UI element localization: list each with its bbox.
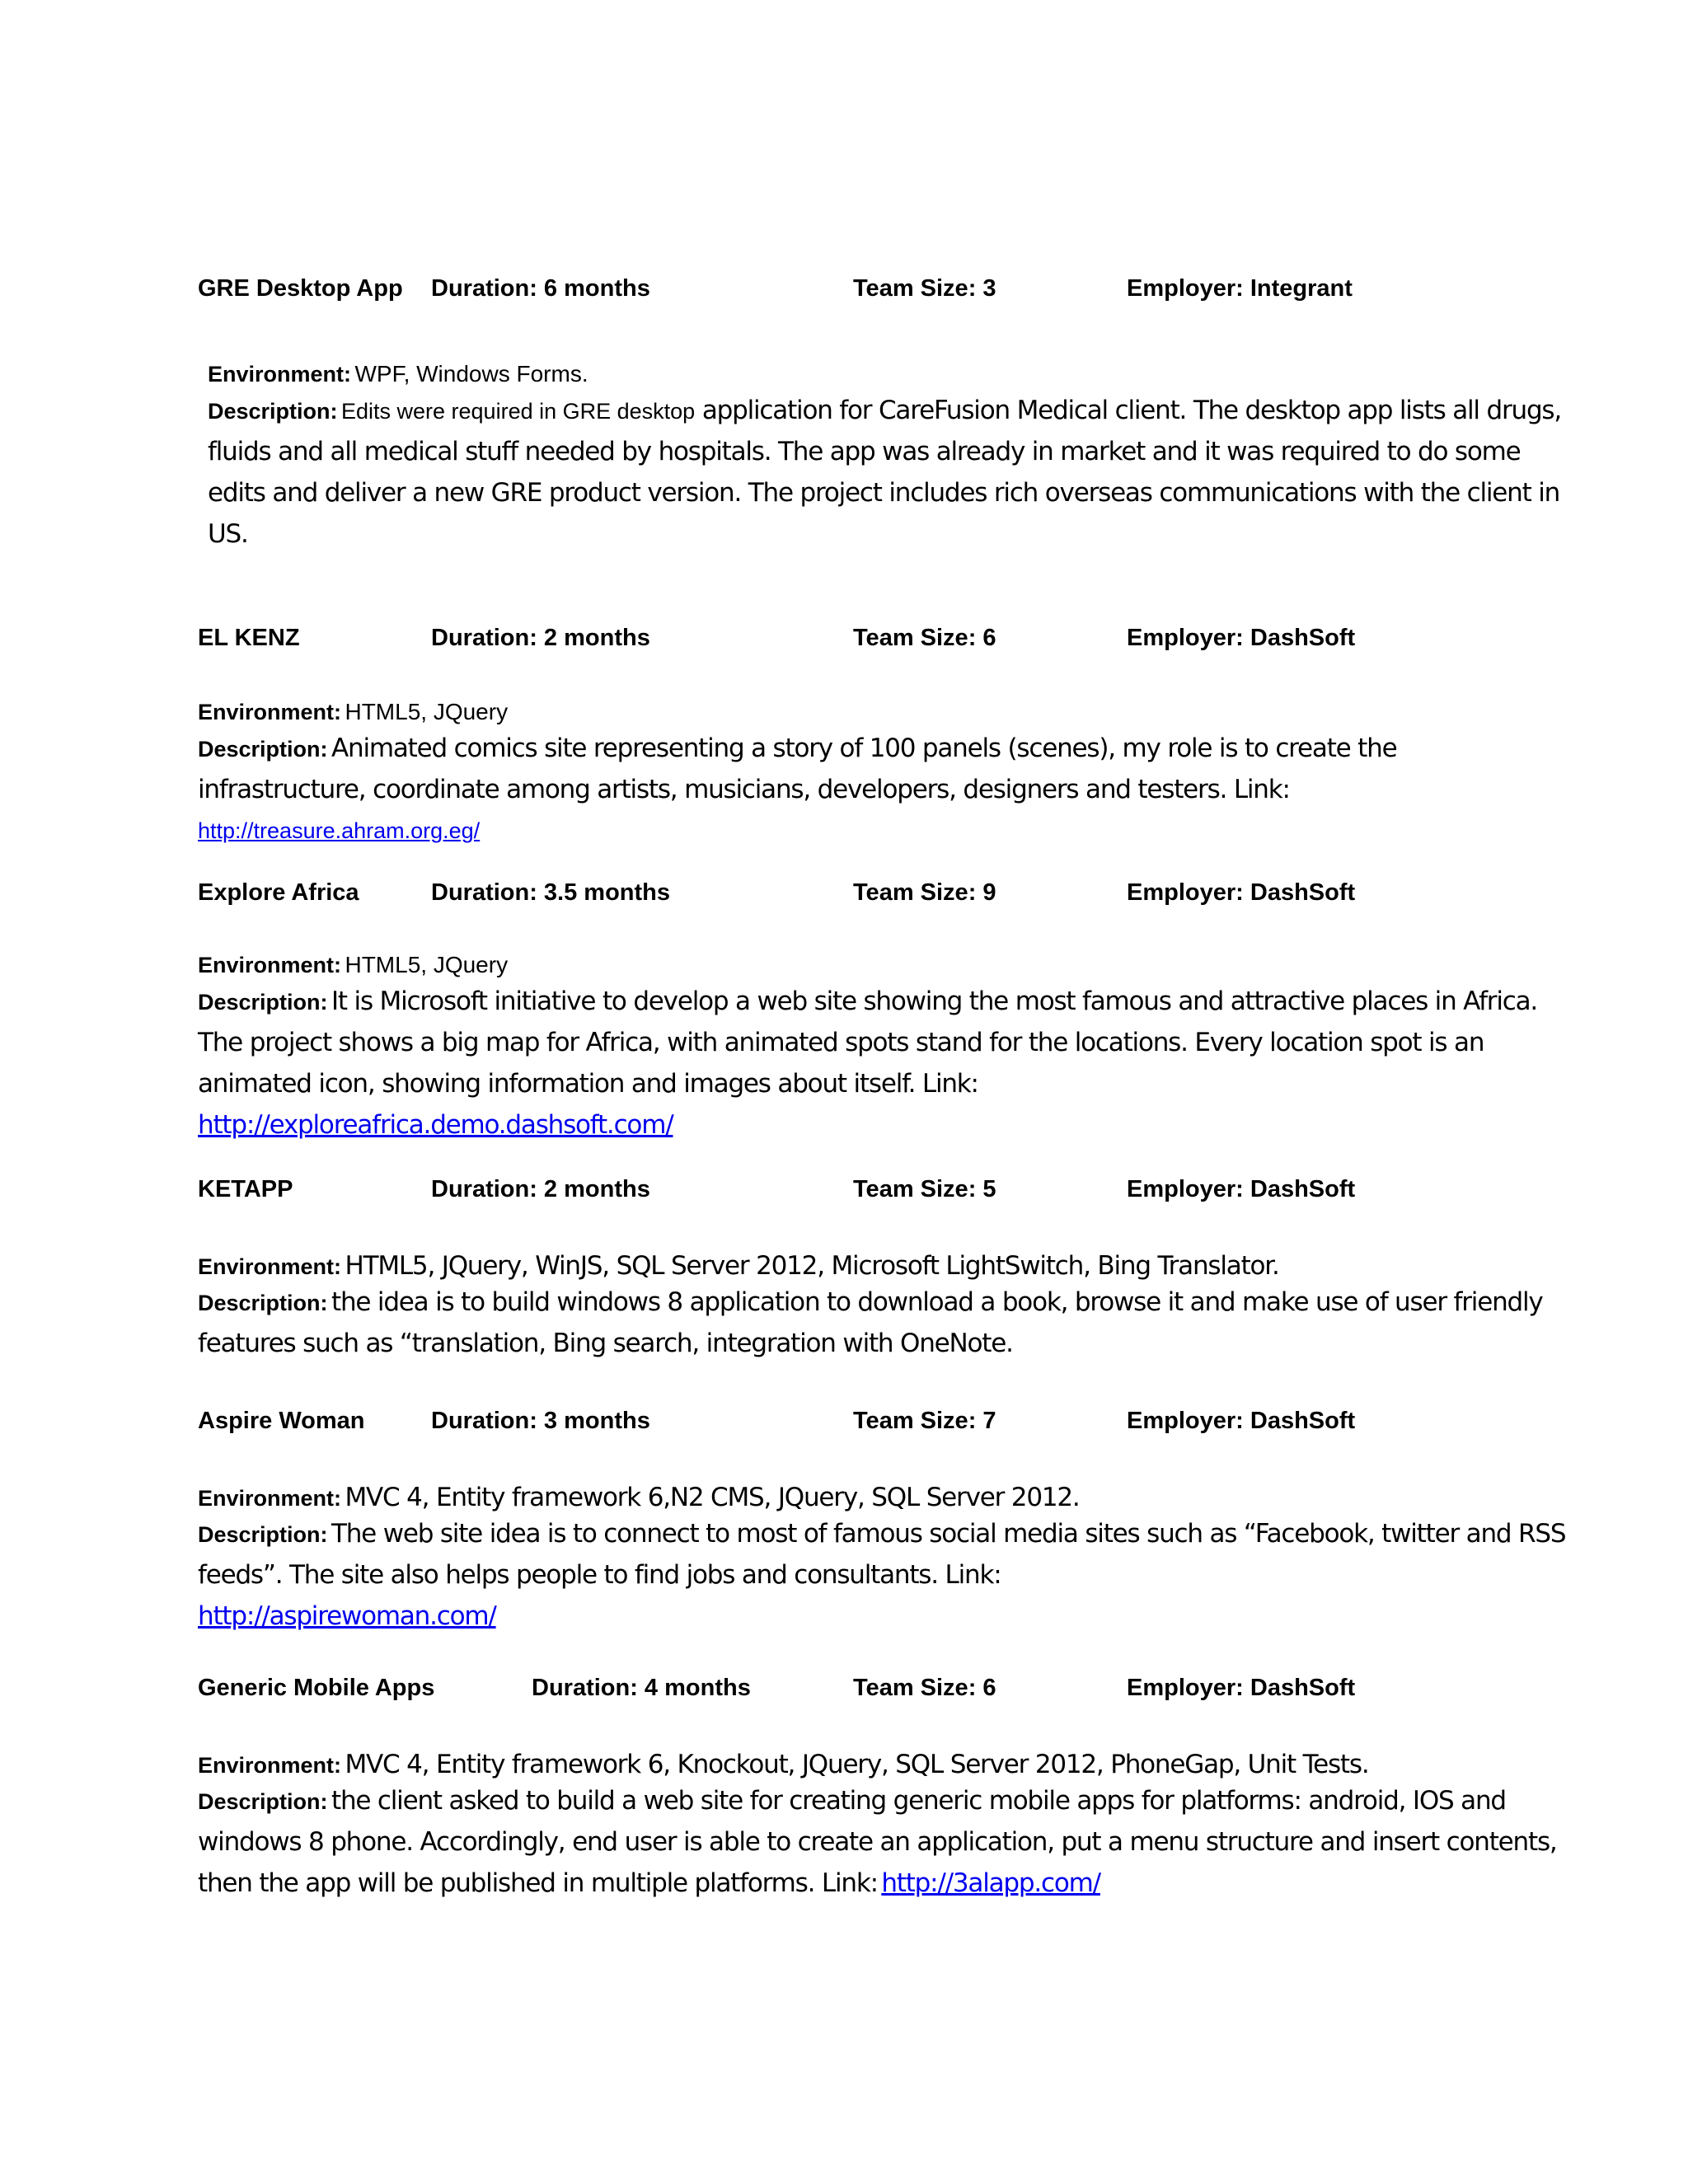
project-team-size: Team Size: 3: [853, 275, 996, 302]
environment-value: HTML5, JQuery, WinJS, SQL Server 2012, Microsoft LightSwitch, Bing Translator.: [345, 1251, 1279, 1281]
project-details-generic-mobile-apps: [198, 1746, 1566, 1906]
project-team-size: Team Size: 7: [853, 1408, 996, 1434]
description-label: Description:: [198, 1522, 328, 1547]
project-details-elkenz: [198, 694, 1566, 853]
project-name: GRE Desktop App: [198, 275, 403, 302]
project-header-ketapp: [198, 1173, 1681, 1206]
description-label: Description:: [198, 1789, 328, 1814]
description-text: application for CareFusion Medical client. The desktop app lists all drugs, fluids and all medical stuff needed by hospitals. The app was already in market and it was required to do some edits and deliver a new GRE product version. The project includes rich overseas communications with the client in US.: [208, 396, 1562, 549]
description-text: Animated comics site representing a story of 100 panels (scenes), my role is to create the infrastructure, coordinate among artists, musicians, developers, designers and testers. Link:: [198, 733, 1397, 804]
project-employer: Employer: DashSoft: [1127, 1675, 1356, 1701]
project-name: Generic Mobile Apps: [198, 1675, 435, 1701]
description-text: The web site idea is to connect to most of famous social media sites such as “Facebook, twitter and RSS feeds”. The site also helps people to find jobs and consultants. Link:: [198, 1519, 1566, 1590]
description-text: It is Microsoft initiative to develop a web site showing the most famous and attractive places in Africa. The project shows a big map for Africa, with animated spots stand for the locations. Every location spot is an animated icon, showing information and images about itself. Link:: [198, 987, 1538, 1099]
description-label: Description:: [198, 990, 328, 1015]
project-header-elkenz: [198, 621, 1681, 654]
project-link[interactable]: http://exploreafrica.demo.dashsoft.com/: [198, 1110, 673, 1140]
project-name: KETAPP: [198, 1176, 293, 1202]
project-employer: Employer: DashSoft: [1127, 879, 1356, 906]
description-label: Description:: [208, 399, 338, 424]
environment-label: Environment:: [208, 362, 352, 387]
project-team-size: Team Size: 5: [853, 1176, 996, 1202]
environment-label: Environment:: [198, 1254, 342, 1279]
project-details-ketapp: [198, 1248, 1566, 1366]
description-paragraph: [198, 1284, 1566, 1366]
environment-value: HTML5, JQuery: [345, 699, 509, 724]
project-team-size: Team Size: 6: [853, 1675, 996, 1701]
project-header-gre: [198, 272, 1681, 305]
project-header-aspire-woman: [198, 1404, 1681, 1437]
project-header-explore-africa: [198, 876, 1681, 909]
description-label: Description:: [198, 737, 328, 762]
project-name: EL KENZ: [198, 625, 300, 651]
project-employer: Employer: Integrant: [1127, 275, 1353, 302]
environment-line: [198, 1746, 1566, 1783]
description-lead: Edits were required in GRE desktop: [340, 399, 696, 424]
project-employer: Employer: DashSoft: [1127, 625, 1356, 651]
environment-label: Environment:: [198, 953, 342, 977]
environment-label: Environment:: [198, 1486, 342, 1511]
description-paragraph: [208, 392, 1576, 557]
project-team-size: Team Size: 9: [853, 879, 996, 906]
environment-line: [198, 947, 1566, 983]
project-duration: Duration: 2 months: [431, 625, 650, 651]
project-header-generic-mobile-apps: [198, 1671, 1681, 1704]
environment-line: [198, 694, 1566, 730]
project-link[interactable]: http://aspirewoman.com/: [198, 1601, 496, 1631]
project-details-gre: [208, 356, 1576, 557]
environment-value: WPF, Windows Forms.: [354, 361, 588, 387]
project-duration: Duration: 4 months: [532, 1675, 751, 1701]
project-name: Explore Africa: [198, 879, 359, 906]
project-link[interactable]: http://treasure.ahram.org.eg/: [198, 818, 481, 843]
project-name: Aspire Woman: [198, 1408, 365, 1434]
environment-line: [198, 1479, 1566, 1516]
project-duration: Duration: 3.5 months: [431, 879, 671, 906]
environment-label: Environment:: [198, 1753, 342, 1778]
project-link[interactable]: http://3alapp.com/: [881, 1868, 1100, 1898]
description-paragraph: [198, 730, 1566, 853]
description-text: the client asked to build a web site for creating generic mobile apps for platforms: android, IOS and windows 8 phone. Accordingly, end user is able to create an application, put a menu structure and insert contents, then the app will be published in multiple platforms. Link:: [198, 1786, 1557, 1898]
project-employer: Employer: DashSoft: [1127, 1176, 1356, 1202]
environment-value: MVC 4, Entity framework 6,N2 CMS, JQuery, SQL Server 2012.: [345, 1483, 1080, 1512]
description-paragraph: [198, 983, 1566, 1148]
environment-label: Environment:: [198, 700, 342, 724]
project-team-size: Team Size: 6: [853, 625, 996, 651]
description-label: Description:: [198, 1291, 328, 1315]
project-employer: Employer: DashSoft: [1127, 1408, 1356, 1434]
environment-line: [208, 356, 1576, 392]
environment-value: MVC 4, Entity framework 6, Knockout, JQuery, SQL Server 2012, PhoneGap, Unit Tests.: [345, 1750, 1369, 1779]
project-details-explore-africa: [198, 947, 1566, 1148]
description-text: the idea is to build windows 8 application to download a book, browse it and make use of user friendly features such as “translation, Bing search, integration with OneNote.: [198, 1287, 1543, 1358]
environment-value: HTML5, JQuery: [345, 952, 509, 977]
description-paragraph: [198, 1516, 1566, 1639]
project-duration: Duration: 3 months: [431, 1408, 650, 1434]
project-details-aspire-woman: [198, 1479, 1566, 1639]
project-duration: Duration: 6 months: [431, 275, 650, 302]
description-paragraph: [198, 1783, 1566, 1906]
environment-line: [198, 1248, 1566, 1284]
project-duration: Duration: 2 months: [431, 1176, 650, 1202]
